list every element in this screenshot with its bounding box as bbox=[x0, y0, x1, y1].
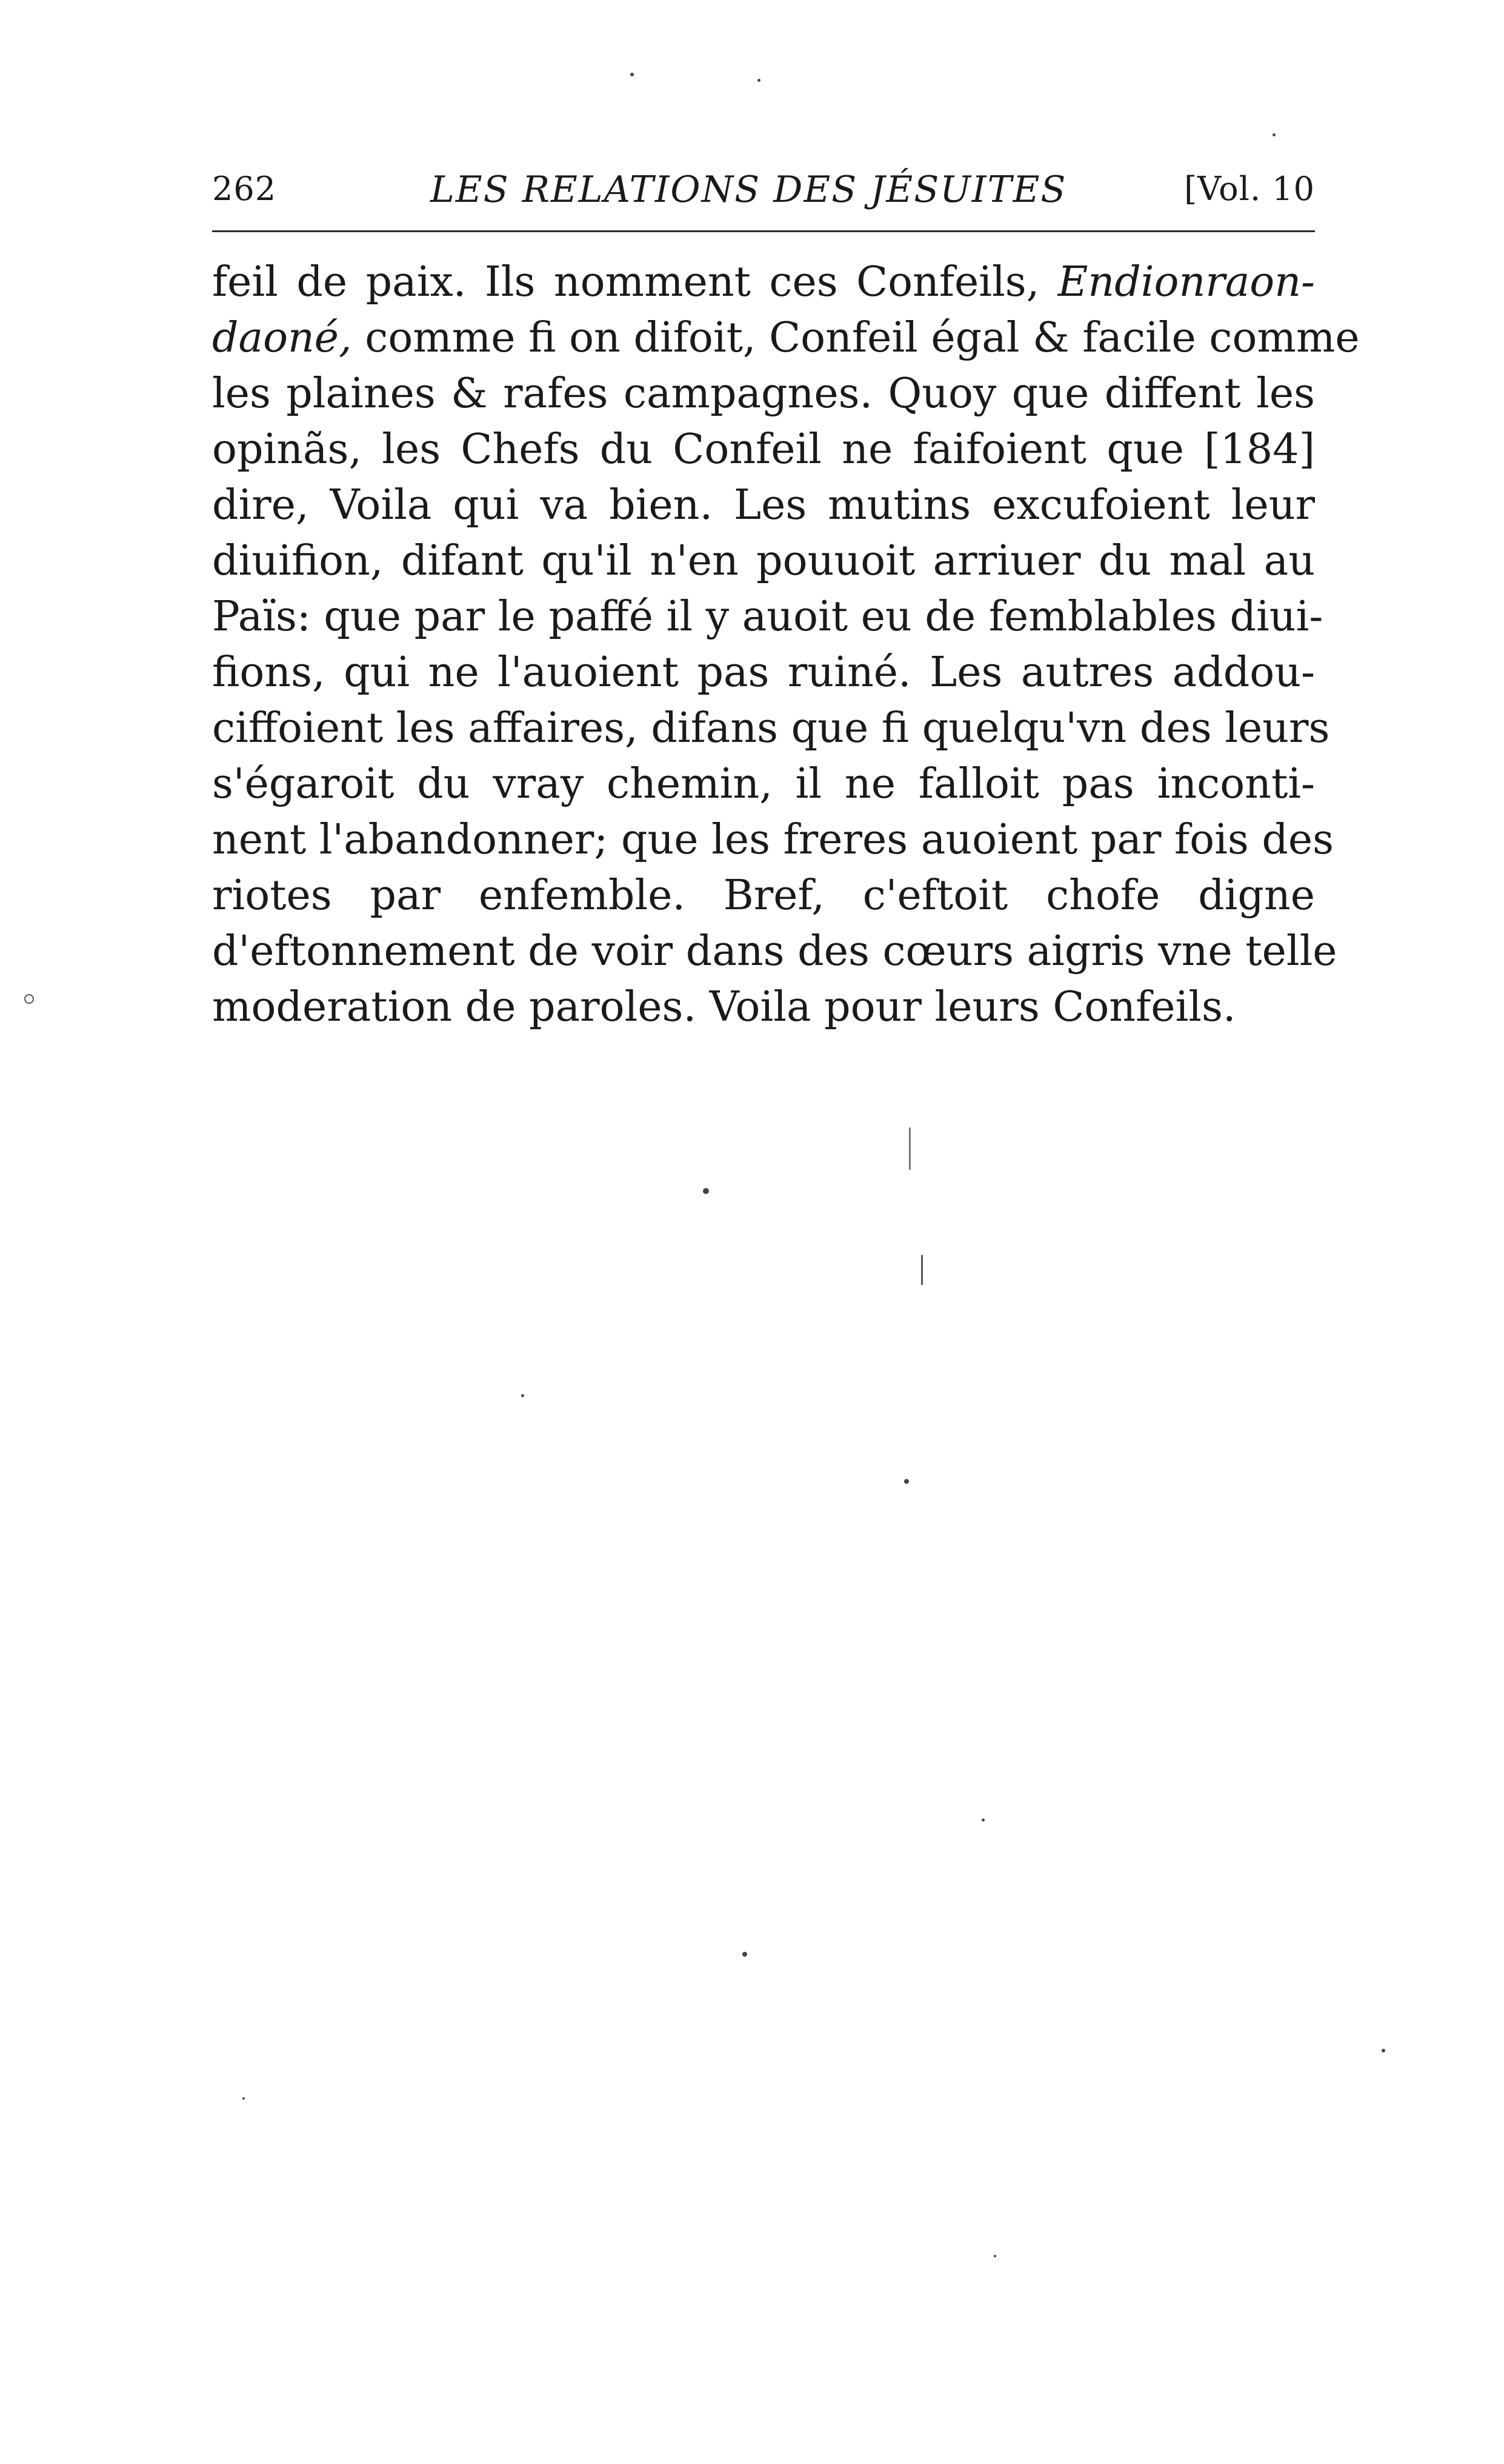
text-segment: s'égaroit du vray chemin, il ne falloit pas inconti- bbox=[212, 760, 1315, 808]
text-segment: fions, qui ne l'auoient pas ruiné. Les autres addou- bbox=[212, 649, 1315, 696]
text-segment: les plaines & rafes campagnes. Quoy que diffent les bbox=[212, 370, 1315, 418]
scan-speck bbox=[994, 2255, 996, 2257]
volume-reference: [Vol. 10 bbox=[1184, 170, 1315, 208]
scan-speck bbox=[921, 1255, 923, 1285]
scan-speck bbox=[982, 1818, 985, 1821]
italic-term: Endionraon- bbox=[1057, 258, 1315, 306]
text-line bbox=[212, 701, 1330, 756]
text-segment: dire, Voila qui va bien. Les mutins excufoient leur bbox=[212, 481, 1315, 529]
text-line bbox=[212, 366, 1315, 422]
text-line bbox=[212, 812, 1334, 868]
scan-speck bbox=[242, 2097, 245, 2100]
scan-speck bbox=[742, 1952, 747, 1957]
scan-speck bbox=[904, 1479, 909, 1484]
scan-speck bbox=[703, 1188, 709, 1194]
page-number: 262 bbox=[212, 170, 277, 208]
text-line bbox=[212, 255, 1315, 310]
header-rule bbox=[212, 230, 1315, 232]
text-line bbox=[212, 533, 1315, 589]
text-line bbox=[212, 422, 1315, 478]
text-segment: diuifion, difant qu'il n'en pouuoit arriuer du mal au bbox=[212, 537, 1315, 585]
text-segment: feil de paix. Ils nomment ces Confeils, bbox=[212, 258, 1058, 306]
scan-speck bbox=[1273, 133, 1276, 136]
text-segment: Païs: que par le paffé il y auoit eu de femblables diui- bbox=[212, 593, 1323, 641]
text-segment: nent l'abandonner; que les freres auoient par fois des bbox=[212, 816, 1334, 864]
scan-speck bbox=[1382, 2049, 1385, 2052]
text-line bbox=[212, 589, 1323, 645]
text-line bbox=[212, 478, 1315, 533]
text-line bbox=[212, 756, 1315, 812]
text-segment: d'eftonnement de voir dans des cœurs aigris vne telle bbox=[212, 927, 1337, 975]
scan-speck bbox=[909, 1127, 911, 1170]
scan-speck bbox=[757, 79, 760, 82]
text-segment: ciffoient les affaires, difans que fi quelqu'vn des leurs bbox=[212, 704, 1330, 752]
text-line bbox=[212, 310, 1360, 366]
text-line bbox=[212, 980, 1315, 1035]
scan-speck bbox=[630, 73, 634, 76]
scan-speck bbox=[24, 994, 34, 1004]
running-head bbox=[212, 164, 1315, 218]
body-text bbox=[212, 255, 1360, 1035]
running-title: LES RELATIONS DES JÉSUITES bbox=[430, 169, 1067, 211]
text-segment: riotes par enfemble. Bref, c'eftoit chofe digne bbox=[212, 872, 1315, 920]
text-segment: comme fi on difoit, Confeil égal & facile comme bbox=[351, 314, 1360, 362]
italic-term: daoné, bbox=[212, 314, 352, 362]
text-line bbox=[212, 645, 1315, 701]
text-line bbox=[212, 924, 1337, 980]
text-segment: opinãs, les Chefs du Confeil ne faifoient que [184] bbox=[212, 426, 1315, 473]
scan-speck bbox=[521, 1394, 524, 1397]
text-line bbox=[212, 868, 1315, 924]
text-segment: moderation de paroles. Voila pour leurs Confeils. bbox=[212, 983, 1236, 1031]
